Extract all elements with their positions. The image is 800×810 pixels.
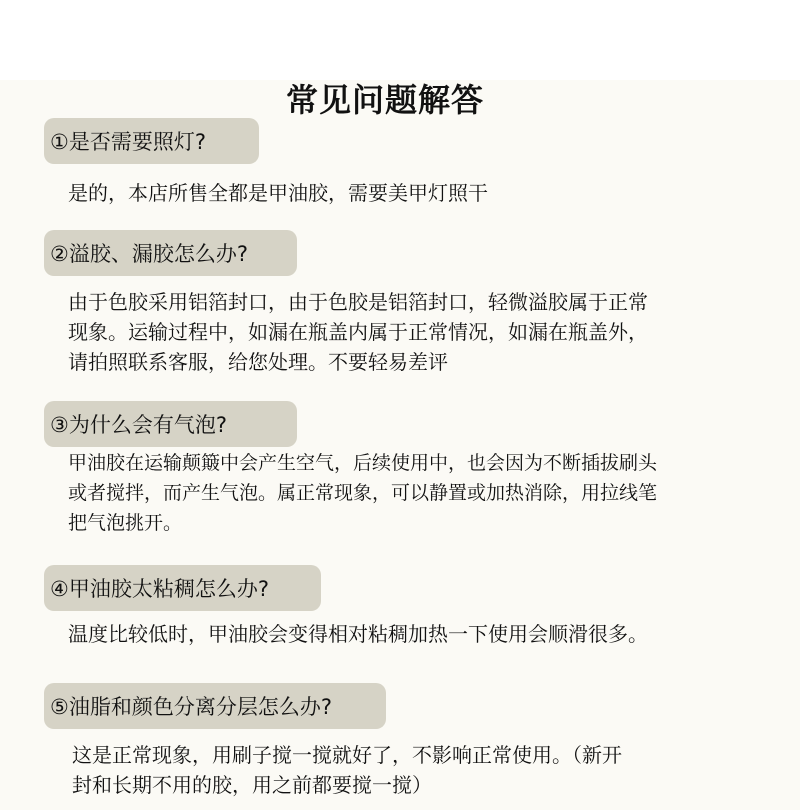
faq-answer-3: 甲油胶在运输颠簸中会产生空气，后续使用中，也会因为不断插拔刷头 或者搅拌，而产生气泡。属正常现象，可以静置或加热消除，用拉线笔 把气泡挑开。 [68,452,658,534]
faq-question-3: ③为什么会有气泡? [44,401,297,447]
faq-question-2: ②溢胶、漏胶怎么办? [44,230,297,276]
faq-answer-5: 这是正常现象，用刷子搅一搅就好了，不影响正常使用。（新开 封和长期不用的胶，用之前都要搅一搅） [72,743,622,797]
faq-answer-1: 是的，本店所售全都是甲油胶，需要美甲灯照干 [68,181,488,205]
faq-question-5: ⑤油脂和颜色分离分层怎么办? [44,683,386,729]
faq-panel [0,80,800,810]
faq-question-4: ④甲油胶太粘稠怎么办? [44,565,321,611]
faq-question-1: ①是否需要照灯? [44,118,259,164]
top-margin [0,0,800,80]
faq-answer-2: 由于色胶采用铝箔封口，由于色胶是铝箔封口，轻微溢胶属于正常 现象。运输过程中，如漏在瓶盖内属于正常情况，如漏在瓶盖外， 请拍照联系客服，给您处理。不要轻易差评 [68,290,648,374]
page-title: 常见问题解答 [285,81,484,119]
faq-answer-4: 温度比较低时，甲油胶会变得相对粘稠加热一下使用会顺滑很多。 [68,622,648,646]
